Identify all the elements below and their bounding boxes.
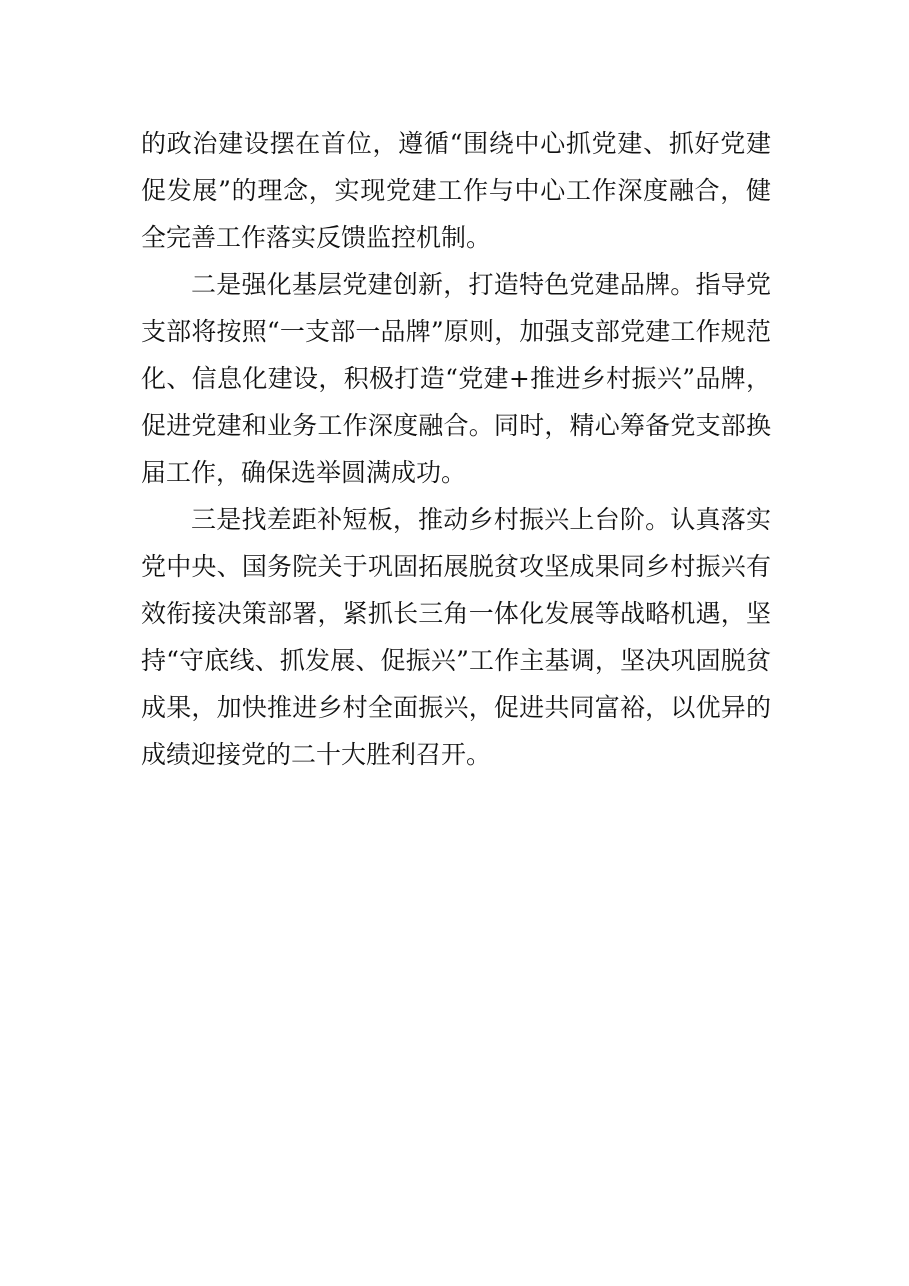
paragraph-continuation: 的政治建设摆在首位，遵循“围绕中心抓党建、抓好党建促发展”的理念，实现党建工作与中心工作深度融合，健全完善工作落实反馈监控机制。 (141, 129, 771, 252)
document-body (141, 120, 771, 778)
paragraph-item-two: 二是强化基层党建创新，打造特色党建品牌。指导党支部将按照“一支部一品牌”原则，加强支部党建工作规范化、信息化建设，积极打造“党建+推进乡村振兴”品牌，促进党建和业务工作深度融合。同时，精心筹备党支部换届工作，确保选举圆满成功。 (141, 270, 771, 487)
paragraph-item-three: 三是找差距补短板，推动乡村振兴上台阶。认真落实党中央、国务院关于巩固拓展脱贫攻坚成果同乡村振兴有效衔接决策部署，紧抓长三角一体化发展等战略机遇，坚持“守底线、抓发展、促振兴”工作主基调，坚决巩固脱贫成果，加快推进乡村全面振兴，促进共同富裕，以优异的成绩迎接党的二十大胜利召开。 (141, 505, 771, 769)
